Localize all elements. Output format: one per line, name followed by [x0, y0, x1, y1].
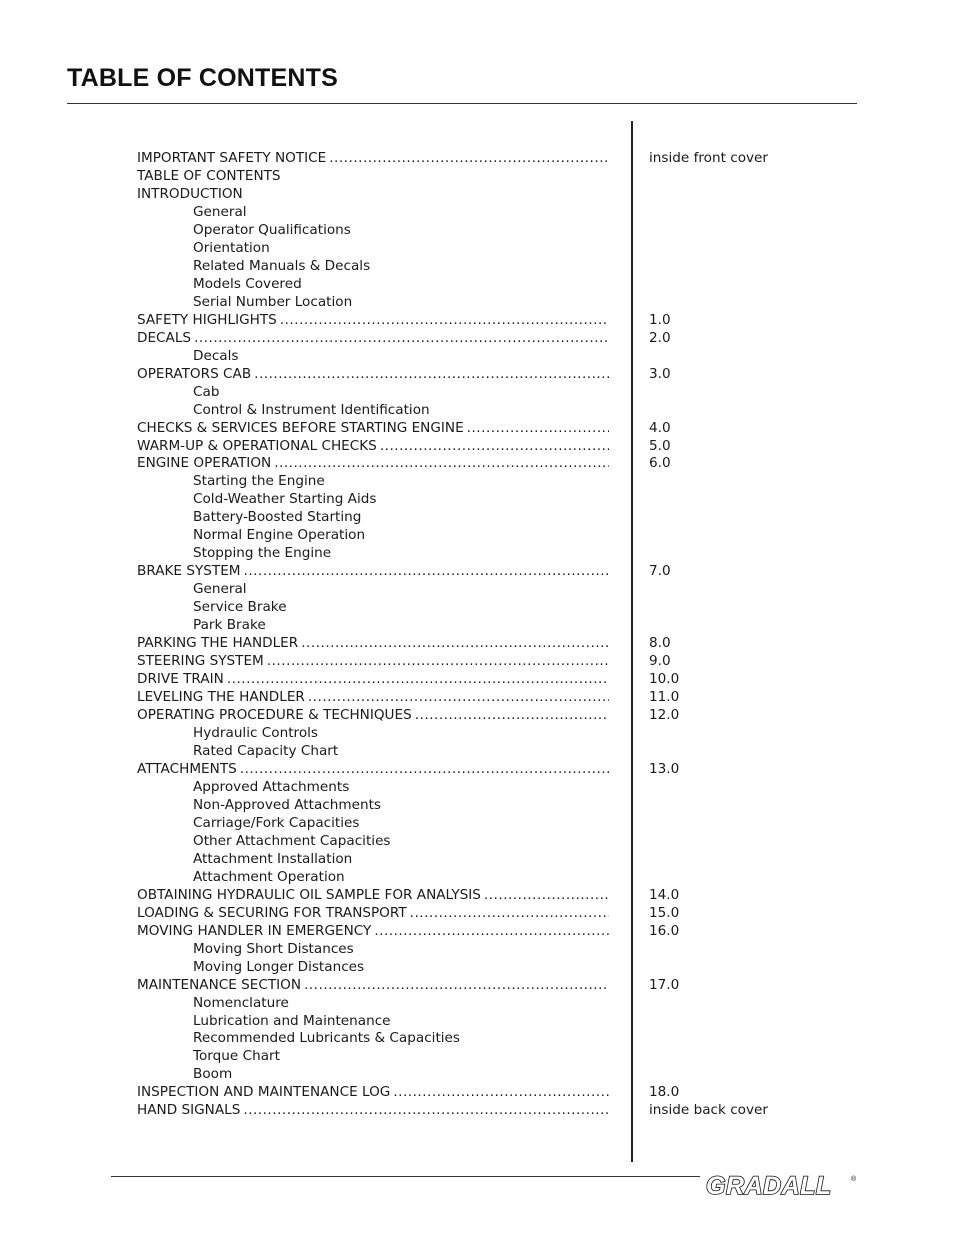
toc-subentry: [137, 527, 817, 545]
toc-entry-text: [137, 581, 609, 599]
toc-subentry: [137, 491, 817, 509]
toc-dot-leader: [301, 635, 609, 653]
toc-entry-text: [137, 222, 609, 240]
toc-entry-text: [137, 402, 609, 420]
toc-subentry: [137, 599, 817, 617]
toc-entry-text: [137, 797, 609, 815]
toc-entry-text: [137, 438, 609, 456]
toc-entry-label: WARM-UP & OPERATIONAL CHECKS: [137, 437, 377, 454]
toc-entry-text: [137, 635, 609, 653]
toc-entry-label: INSPECTION AND MAINTENANCE LOG: [137, 1084, 391, 1101]
toc-entry-label: ENGINE OPERATION: [137, 455, 272, 472]
registered-mark: ®: [851, 1176, 857, 1183]
toc-entry-label: Lubrication and Maintenance: [193, 1012, 391, 1029]
toc-entry-label: DECALS: [137, 329, 192, 346]
toc-entry: [137, 438, 817, 456]
toc-entry: [137, 761, 817, 779]
toc-subentry: [137, 1066, 817, 1084]
toc-page-ref: 18.0: [649, 1084, 680, 1101]
toc-entry-label: Control & Instrument Identification: [193, 401, 430, 418]
toc-entry-text: [137, 905, 609, 923]
toc-entry-text: [137, 545, 609, 563]
toc-page-ref: 10.0: [649, 671, 680, 688]
toc-entry-label: MAINTENANCE SECTION: [137, 976, 302, 993]
toc-list: [137, 150, 817, 1120]
footer-divider: [111, 1176, 700, 1177]
toc-entry-text: [137, 815, 609, 833]
toc-subentry: [137, 384, 817, 402]
toc-entry: [137, 455, 817, 473]
toc-entry-label: STEERING SYSTEM: [137, 653, 264, 670]
toc-page-ref: inside front cover: [649, 150, 769, 166]
toc-subentry: [137, 617, 817, 635]
toc-page-ref: 16.0: [649, 922, 680, 939]
toc-entry-text: [137, 941, 609, 959]
toc-entry: [137, 671, 817, 689]
toc-entry-label: Recommended Lubricants & Capacities: [193, 1030, 460, 1047]
toc-page-ref: 9.0: [649, 653, 671, 670]
toc-entry-label: LOADING & SECURING FOR TRANSPORT: [137, 904, 407, 921]
toc-subentry: [137, 833, 817, 851]
toc-entry-text: [137, 707, 609, 725]
toc-entry-label: Nomenclature: [193, 994, 289, 1011]
toc-subentry: [137, 294, 817, 312]
toc-entry-label: Rated Capacity Chart: [193, 742, 339, 759]
toc-entry-label: Non-Approved Attachments: [193, 796, 382, 813]
toc-entry-text: [137, 420, 609, 438]
toc-subentry: [137, 545, 817, 563]
toc-subentry: [137, 869, 817, 887]
toc-dot-leader: [308, 689, 609, 707]
toc-dot-leader: [240, 761, 609, 779]
toc-entry-label: Normal Engine Operation: [193, 527, 366, 544]
toc-entry: [137, 420, 817, 438]
toc-page-ref: 4.0: [649, 419, 671, 436]
toc-entry-text: [137, 384, 609, 402]
toc-entry-label: Stopping the Engine: [193, 545, 332, 562]
toc-entry-label: Starting the Engine: [193, 473, 325, 490]
toc-entry: [137, 923, 817, 941]
toc-entry-label: Battery-Boosted Starting: [193, 509, 362, 526]
toc-entry: [137, 366, 817, 384]
toc-entry-text: [137, 312, 609, 330]
toc-entry-text: [137, 366, 609, 384]
toc-entry-label: Moving Longer Distances: [193, 958, 365, 975]
toc-subentry: [137, 509, 817, 527]
toc-entry-text: [137, 923, 609, 941]
toc-entry-label: CHECKS & SERVICES BEFORE STARTING ENGINE: [137, 419, 464, 436]
toc-entry-text: [137, 833, 609, 851]
toc-subentry: [137, 276, 817, 294]
toc-entry-label: Boom: [193, 1066, 233, 1083]
toc-dot-leader: [194, 330, 609, 348]
toc-page-ref: 12.0: [649, 707, 680, 724]
toc-subentry: [137, 725, 817, 743]
toc-dot-leader: [304, 977, 609, 995]
toc-entry-text: [137, 851, 609, 869]
toc-page-ref: inside back cover: [649, 1102, 768, 1119]
toc-entry-label: TABLE OF CONTENTS: [137, 167, 281, 184]
toc-page-ref: 8.0: [649, 635, 671, 652]
toc-entry-text: [137, 869, 609, 887]
logo-wordmark: GRADALL: [706, 1172, 832, 1200]
gradall-logo: [704, 1170, 858, 1200]
toc-subentry: [137, 581, 817, 599]
toc-entry: [137, 330, 817, 348]
toc-subentry: [137, 473, 817, 491]
toc-subentry: [137, 240, 817, 258]
toc-entry-text: [137, 294, 609, 312]
toc-entry-label: Cab: [193, 383, 220, 400]
toc-entry-text: [137, 186, 609, 204]
toc-entry-text: [137, 761, 609, 779]
toc-subentry: [137, 402, 817, 420]
toc-entry-text: [137, 1030, 609, 1048]
toc-entry-text: [137, 563, 609, 581]
toc-entry-text: [137, 240, 609, 258]
toc-page-ref: 6.0: [649, 455, 671, 472]
toc-entry: [137, 635, 817, 653]
toc-entry-text: [137, 509, 609, 527]
toc-dot-leader: [244, 563, 609, 581]
toc-subentry: [137, 995, 817, 1013]
toc-entry-text: [137, 330, 609, 348]
toc-entry: [137, 1084, 817, 1102]
toc-entry-text: [137, 599, 609, 617]
toc-entry-text: [137, 995, 609, 1013]
toc-entry-text: [137, 276, 609, 294]
toc-dot-leader: [280, 312, 609, 330]
toc-page-ref: 17.0: [649, 976, 680, 993]
toc-entry-text: [137, 168, 609, 186]
toc-dot-leader: [243, 1102, 609, 1120]
toc-entry-text: [137, 348, 609, 366]
toc-entry-label: ATTACHMENTS: [137, 760, 237, 777]
toc-entry-text: [137, 258, 609, 276]
toc-entry-text: [137, 689, 609, 707]
toc-entry-label: Park Brake: [193, 617, 266, 634]
toc-page-ref: 5.0: [649, 437, 671, 454]
toc-page-ref: 2.0: [649, 329, 671, 346]
toc-entry-text: [137, 959, 609, 977]
toc-subentry: [137, 797, 817, 815]
toc-entry: [137, 977, 817, 995]
toc-page-ref: 11.0: [649, 689, 680, 706]
toc-entry-label: General: [193, 581, 247, 598]
toc-entry-label: Operator Qualifications: [193, 221, 351, 238]
page-title: TABLE OF CONTENTS: [67, 64, 338, 92]
toc-subentry: [137, 743, 817, 761]
toc-dot-leader: [274, 455, 609, 473]
toc-dot-leader: [227, 671, 609, 689]
toc-entry-text: [137, 1013, 609, 1031]
toc-entry-label: IMPORTANT SAFETY NOTICE: [137, 150, 327, 166]
toc-entry-text: [137, 1048, 609, 1066]
toc-subentry: [137, 1048, 817, 1066]
toc-dot-leader: [393, 1084, 609, 1102]
toc-subentry: [137, 1013, 817, 1031]
toc-entry-text: [137, 204, 609, 222]
toc-entry-label: Cold-Weather Starting Aids: [193, 491, 377, 508]
toc-entry-label: PARKING THE HANDLER: [137, 635, 299, 652]
toc-entry: [137, 905, 817, 923]
toc-dot-leader: [415, 707, 609, 725]
toc-entry-text: [137, 779, 609, 797]
toc-entry-text: [137, 455, 609, 473]
toc-subentry: [137, 779, 817, 797]
toc-entry-text: [137, 617, 609, 635]
toc-entry-label: Hydraulic Controls: [193, 725, 318, 741]
toc-entry-text: [137, 527, 609, 545]
toc-dot-leader: [267, 653, 609, 671]
toc-entry-label: OPERATING PROCEDURE & TECHNIQUES: [137, 707, 412, 724]
toc-entry-label: SAFETY HIGHLIGHTS: [137, 311, 277, 328]
toc-entry-label: Models Covered: [193, 275, 302, 292]
toc-page-ref: 3.0: [649, 365, 671, 382]
toc-entry-label: Service Brake: [193, 599, 287, 616]
toc-dot-leader: [254, 366, 609, 384]
toc-entry: [137, 689, 817, 707]
toc-entry: [137, 887, 817, 905]
toc-entry-text: [137, 725, 609, 743]
toc-dot-leader: [410, 905, 609, 923]
toc-entry-label: INTRODUCTION: [137, 185, 243, 202]
toc-subentry: [137, 815, 817, 833]
toc-dot-leader: [484, 887, 609, 905]
toc-subentry: [137, 348, 817, 366]
toc-entry-text: [137, 887, 609, 905]
toc-subentry: [137, 204, 817, 222]
toc-entry: [137, 168, 817, 186]
toc-subentry: [137, 222, 817, 240]
toc-dot-leader: [329, 150, 609, 168]
toc-page-ref: 1.0: [649, 311, 671, 328]
toc-entry-text: [137, 653, 609, 671]
toc-entry-text: [137, 743, 609, 761]
toc-page-ref: 7.0: [649, 563, 671, 580]
toc-entry-label: Serial Number Location: [193, 293, 353, 310]
toc-subentry: [137, 258, 817, 276]
toc-entry-label: OBTAINING HYDRAULIC OIL SAMPLE FOR ANALYSIS: [137, 886, 481, 903]
toc-dot-leader: [374, 923, 609, 941]
toc-entry: [137, 312, 817, 330]
toc-entry: [137, 186, 817, 204]
toc-entry: [137, 653, 817, 671]
toc-entry-label: General: [193, 203, 247, 220]
toc-entry-label: HAND SIGNALS: [137, 1102, 241, 1119]
toc-entry-label: Moving Short Distances: [193, 940, 354, 957]
toc-page-ref: 15.0: [649, 904, 680, 921]
toc-subentry: [137, 941, 817, 959]
toc-entry-label: BRAKE SYSTEM: [137, 563, 241, 580]
toc-entry: [137, 563, 817, 581]
toc-subentry: [137, 851, 817, 869]
toc-entry-label: OPERATORS CAB: [137, 365, 252, 382]
toc-entry-label: Related Manuals & Decals: [193, 257, 371, 274]
toc-entry-label: Attachment Installation: [193, 850, 353, 867]
toc-dot-leader: [380, 438, 609, 456]
toc-entry-label: DRIVE TRAIN: [137, 671, 224, 688]
toc-entry-text: [137, 977, 609, 995]
toc-subentry: [137, 1030, 817, 1048]
toc-entry-label: Attachment Operation: [193, 868, 345, 885]
toc-entry-label: Other Attachment Capacities: [193, 832, 391, 849]
toc-subentry: [137, 959, 817, 977]
toc-dot-leader: [467, 420, 609, 438]
toc-entry-label: MOVING HANDLER IN EMERGENCY: [137, 922, 372, 939]
toc-entry-text: [137, 671, 609, 689]
toc-page-ref: 13.0: [649, 760, 680, 777]
title-divider: [67, 103, 857, 104]
toc-entry: [137, 150, 817, 168]
toc-entry-label: Carriage/Fork Capacities: [193, 814, 360, 831]
toc-entry-label: Orientation: [193, 239, 270, 256]
toc-entry-text: [137, 1066, 609, 1084]
toc-entry: [137, 707, 817, 725]
toc-entry-text: [137, 473, 609, 491]
toc-entry-label: Decals: [193, 347, 239, 364]
toc-entry-text: [137, 491, 609, 509]
toc-entry-text: [137, 1084, 609, 1102]
toc-entry-text: [137, 1102, 609, 1120]
toc-entry-label: LEVELING THE HANDLER: [137, 689, 305, 706]
toc-entry-text: [137, 150, 609, 168]
toc-entry-label: Approved Attachments: [193, 778, 350, 795]
toc-entry: [137, 1102, 817, 1120]
toc-page-ref: 14.0: [649, 886, 680, 903]
toc-entry-label: Torque Chart: [193, 1048, 280, 1065]
